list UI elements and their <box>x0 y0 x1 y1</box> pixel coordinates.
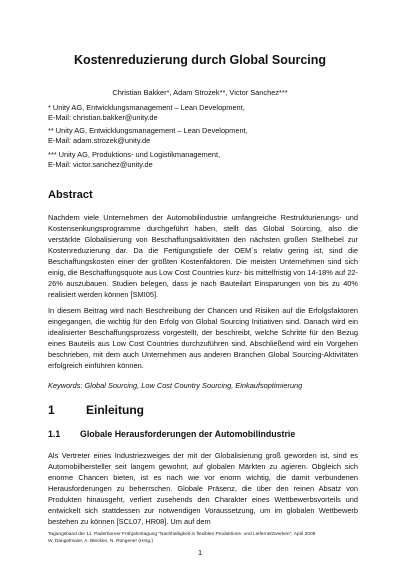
abstract-paragraph-2: In diesem Beitrag wird nach Beschreibung der Chancen und Risiken auf die Erfolgsfaktoren eingegangen, die wichtig für den Erfolg von Global Sourcing Initiativen sind. Danach wird ein idealisierter Beschaffungsprozess vorgestellt, der beschreibt, welche Schritte für den Bezug eines Bauteils aus Low Cost Countries durchzuführen sind. Abschließend wird ein Vorgehen beschrieben, mit dem auch Unternehmen aus anderen Branchen Global Sourcing-Aktivitäten erfolgreich einführen können. <box>48 306 358 370</box>
affiliation-3-org: *** Unity AG, Produktions- und Logistikmanagement, <box>48 150 221 159</box>
affiliation-1 <box>48 103 358 123</box>
paper-title: Kostenreduzierung durch Global Sourcing <box>73 53 327 67</box>
abstract-heading: Abstract <box>48 189 93 201</box>
affiliation-2-org: ** Unity AG, Entwicklungsmanagement – Lean Development, <box>48 126 248 135</box>
affiliation-3 <box>48 150 358 170</box>
section-1-number: 1 <box>48 403 55 417</box>
footnote-line-1: Tagungsband der 11. Paderborner Frühjahrstagung "Nachhaltigkeit in flexiblen Produktions- und Liefernetzwerken", April 2009 <box>48 532 316 537</box>
footnote-line-2: W. Dangelmaier, A. Blecken, N. Rüngener (Hrsg.) <box>48 538 154 544</box>
section-1-paragraph-1: Als Vertreter eines Industriezweiges der mit der Globalisierung groß geworden ist, sind es Automobilhersteller seit langem gewohnt, auf globalen Märkten zu agieren. Obgleich sich enorme Chancen bieten, ist es nach wie vor enorm wichtig, die damit verbundenen Herausforderungen zu beherrschen. Globale Präsenz, die über den reinen Absatz von Produkten hinausgeht, verliert zusehends den Charakter eines Wettbewerbsvorteils und entwickelt sich stattdessen zur notwendigen Voraussetzung, um im globalen Wettbewerb bestehen zu können [SCL07, HR08]. Um auf dem <box>48 451 358 526</box>
footnote <box>48 532 358 545</box>
abstract-paragraph-1: Nachdem viele Unternehmen der Automobilindustrie umfangreiche Restrukturierungs- und Kostensenkungsprogramme durchgeführt haben, stellt das Global Sourcing, also die verstärkte Globalisierung von Beschaffungsaktivitäten den nächsten großen Stellhebel zur Kostenreduzierung dar. Da die Fertigungstiefe der OEM`s relativ gering ist, sind die Beschaffungskosten einer der größten Kostenfaktoren. Die meisten Unternehmen sind sich einig, die Beschaffungsquote aus Low Cost Countries kurz- bis mittelfristig von 14-18% auf 22-26% auszubauen. Studien belegen, dass je nach Bauteilart Einsparungen von bis zu 40% realisiert werden können [SMI05]. <box>48 213 358 299</box>
keywords-line: Keywords: Global Sourcing, Low Cost Country Sourcing, Einkaufsoptimierung <box>48 381 303 390</box>
subsection-1-1-number: 1.1 <box>48 429 61 439</box>
section-1-heading: Einleitung <box>86 403 144 417</box>
page-number: 1 <box>197 548 203 557</box>
affiliation-1-email: E-Mail: christian.bakker@unity.de <box>48 113 158 122</box>
affiliation-3-email: E-Mail: victor.sanchez@unity.de <box>48 160 153 169</box>
author-list: Christian Bakker*, Adam Strożek**, Victor Sanchez*** <box>112 88 288 97</box>
affiliation-1-org: * Unity AG, Entwicklungsmanagement – Lean Development, <box>48 103 245 112</box>
affiliation-2-email: E-Mail: adam.strozek@unity.de <box>48 136 151 145</box>
subsection-1-1-heading: Globale Herausforderungen der Automobilindustrie <box>80 429 296 439</box>
affiliation-2 <box>48 126 358 146</box>
